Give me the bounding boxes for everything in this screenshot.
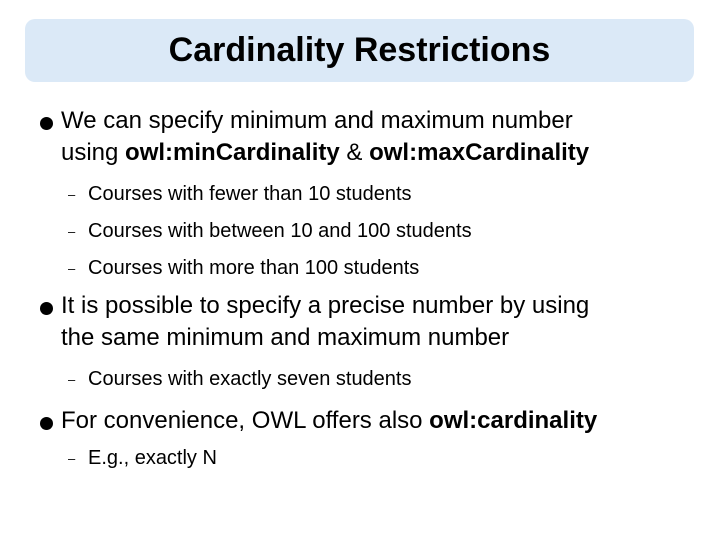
bullet-2-line-2: the same minimum and maximum number: [61, 324, 510, 351]
sub-item: [40, 181, 710, 208]
sub-item: [40, 366, 710, 393]
dash-icon: –: [68, 224, 76, 239]
title-box: [25, 19, 694, 82]
bullet-2: [40, 290, 710, 354]
slide-title: Cardinality Restrictions: [168, 31, 551, 69]
sub-item: [40, 255, 710, 282]
sub-item-text: Courses with fewer than 10 students: [88, 183, 412, 205]
dash-icon: –: [68, 451, 76, 466]
bullet-3-line-1-prefix: For convenience, OWL offers also: [61, 407, 430, 434]
bullet-dot-icon: [40, 302, 53, 315]
bullet-1-line-2-mid: &: [339, 139, 370, 166]
bullet-dot-icon: [40, 117, 53, 130]
owl-max-cardinality-term: owl:maxCardinality: [369, 139, 590, 166]
bullet-3-line-1: [61, 405, 710, 437]
owl-min-cardinality-term: owl:minCardinality: [125, 139, 340, 166]
bullet-1-line-1: We can specify minimum and maximum number: [61, 107, 573, 134]
sub-item-text: E.g., exactly N: [88, 447, 217, 469]
bullet-2-line-1: It is possible to specify a precise number by using: [61, 292, 590, 319]
sub-item-text: Courses with between 10 and 100 students: [88, 220, 472, 242]
bullet-dot-icon: [40, 417, 53, 430]
dash-icon: –: [68, 187, 76, 202]
owl-cardinality-term: owl:cardinality: [429, 407, 598, 434]
dash-icon: –: [68, 372, 76, 387]
sub-item-text: Courses with exactly seven students: [88, 368, 412, 390]
bullet-3: [40, 405, 710, 437]
sub-item-text: Courses with more than 100 students: [88, 257, 420, 279]
dash-icon: –: [68, 261, 76, 276]
slide-content: [40, 105, 710, 472]
sub-item: [40, 218, 710, 245]
bullet-1: [40, 105, 710, 169]
bullet-1-line-2-prefix: using: [61, 139, 126, 166]
bullet-1-line-2: [61, 137, 710, 169]
sub-item: [40, 445, 710, 472]
